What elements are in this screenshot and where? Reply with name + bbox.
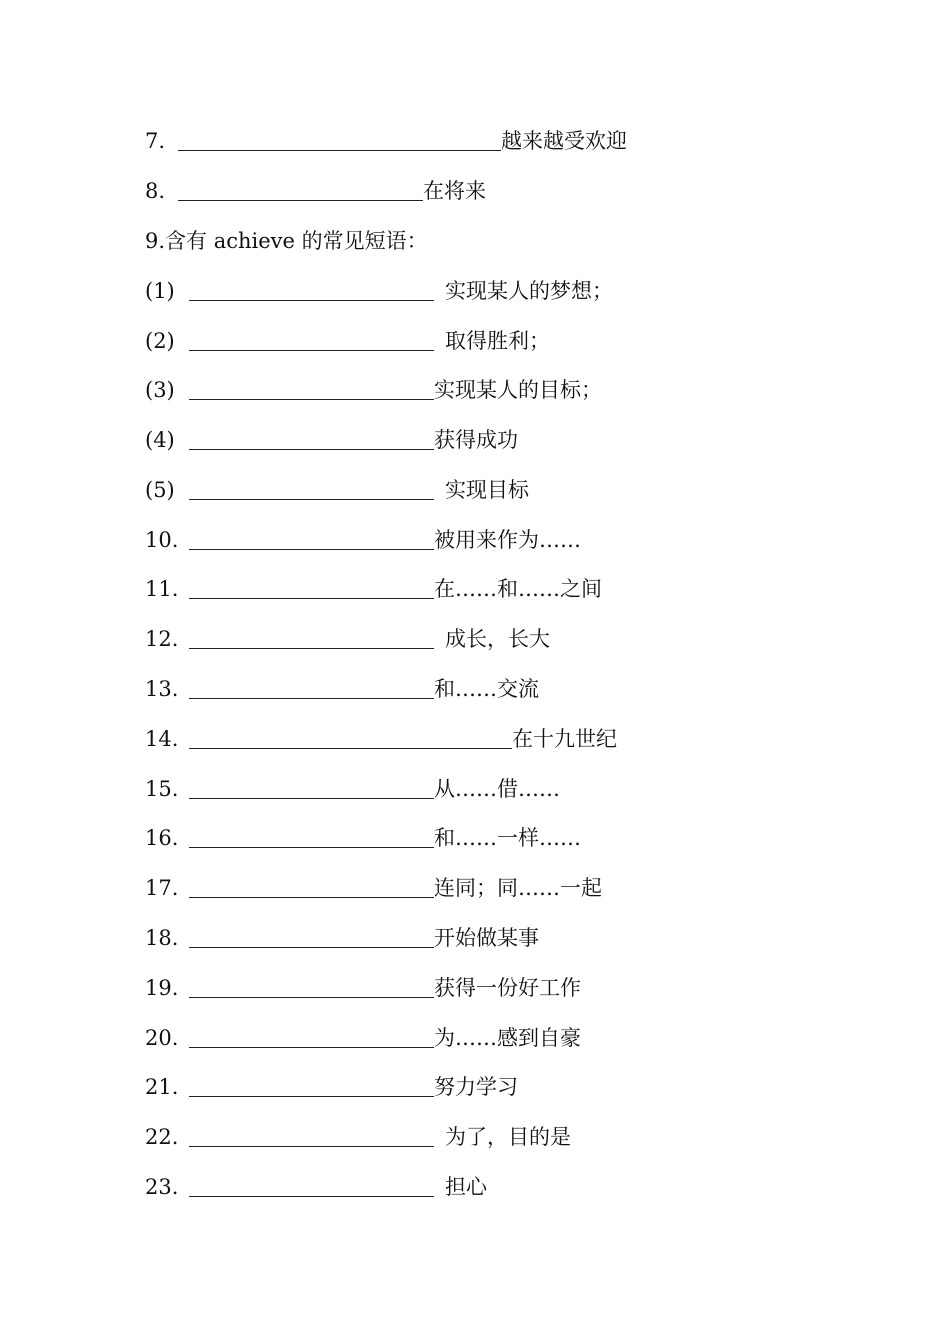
answer-blank[interactable] <box>189 678 434 699</box>
list-item <box>145 176 486 206</box>
section-heading <box>145 226 428 256</box>
item-number: (3) <box>145 378 175 402</box>
item-number: 11. <box>145 577 179 601</box>
item-meaning: 获得一份好工作 <box>434 976 581 1000</box>
list-item <box>145 973 581 1003</box>
list-item <box>145 326 550 356</box>
item-meaning: 实现目标 <box>445 478 529 502</box>
item-number: 12. <box>145 627 179 651</box>
answer-blank[interactable] <box>189 927 434 948</box>
item-meaning: 在……和……之间 <box>434 577 602 601</box>
item-meaning: 取得胜利； <box>445 329 550 353</box>
item-meaning: 从……借…… <box>434 777 560 801</box>
list-item <box>145 1072 518 1102</box>
item-number: 7. <box>145 129 166 153</box>
item-meaning: 担心 <box>445 1175 487 1199</box>
answer-blank[interactable] <box>178 180 423 201</box>
list-item <box>145 1172 487 1202</box>
item-meaning: 努力学习 <box>434 1075 518 1099</box>
item-meaning: 越来越受欢迎 <box>501 129 627 153</box>
item-meaning: 获得成功 <box>434 428 518 452</box>
item-meaning: 连同；同……一起 <box>434 876 602 900</box>
item-number: 23. <box>145 1175 179 1199</box>
item-number: (5) <box>145 478 175 502</box>
list-item <box>145 624 550 654</box>
answer-blank[interactable] <box>189 1176 434 1197</box>
item-meaning: 实现某人的梦想； <box>445 279 613 303</box>
item-meaning: 实现某人的目标； <box>434 378 602 402</box>
answer-blank[interactable] <box>189 628 434 649</box>
heading-text: 9.含有 achieve 的常见短语： <box>145 229 428 253</box>
answer-blank[interactable] <box>189 877 434 898</box>
list-item <box>145 674 539 704</box>
list-item <box>145 276 613 306</box>
item-number: 16. <box>145 826 179 850</box>
item-number: (2) <box>145 329 175 353</box>
list-item <box>145 873 602 903</box>
item-number: 18. <box>145 926 179 950</box>
answer-blank[interactable] <box>189 778 434 799</box>
answer-blank[interactable] <box>189 479 434 500</box>
item-meaning: 和……交流 <box>434 677 539 701</box>
answer-blank[interactable] <box>189 529 434 550</box>
answer-blank[interactable] <box>189 1126 434 1147</box>
list-item <box>145 475 529 505</box>
answer-blank[interactable] <box>189 1076 434 1097</box>
answer-blank[interactable] <box>189 578 434 599</box>
item-meaning: 开始做某事 <box>434 926 539 950</box>
item-number: 8. <box>145 179 166 203</box>
item-meaning: 成长，长大 <box>445 627 550 651</box>
item-meaning: 和……一样…… <box>434 826 581 850</box>
item-meaning: 为……感到自豪 <box>434 1026 581 1050</box>
item-meaning: 被用来作为…… <box>434 528 581 552</box>
answer-blank[interactable] <box>189 330 434 351</box>
item-meaning: 在十九世纪 <box>512 727 617 751</box>
answer-blank[interactable] <box>189 977 434 998</box>
answer-blank[interactable] <box>189 728 512 749</box>
item-meaning: 在将来 <box>423 179 486 203</box>
answer-blank[interactable] <box>189 379 434 400</box>
list-item <box>145 923 539 953</box>
item-number: 19. <box>145 976 179 1000</box>
item-number: 21. <box>145 1075 179 1099</box>
item-number: 22. <box>145 1125 179 1149</box>
item-number: 10. <box>145 528 179 552</box>
list-item <box>145 425 518 455</box>
list-item <box>145 823 581 853</box>
item-number: 13. <box>145 677 179 701</box>
answer-blank[interactable] <box>189 827 434 848</box>
list-item <box>145 774 560 804</box>
answer-blank[interactable] <box>189 280 434 301</box>
answer-blank[interactable] <box>189 429 434 450</box>
answer-blank[interactable] <box>189 1027 434 1048</box>
list-item <box>145 375 602 405</box>
item-number: 20. <box>145 1026 179 1050</box>
item-number: 15. <box>145 777 179 801</box>
list-item <box>145 574 602 604</box>
item-number: 14. <box>145 727 179 751</box>
list-item <box>145 525 581 555</box>
answer-blank[interactable] <box>178 130 501 151</box>
item-number: (4) <box>145 428 175 452</box>
item-meaning: 为了，目的是 <box>445 1125 571 1149</box>
list-item <box>145 1122 571 1152</box>
list-item <box>145 1023 581 1053</box>
list-item <box>145 724 617 754</box>
item-number: (1) <box>145 279 175 303</box>
item-number: 17. <box>145 876 179 900</box>
list-item <box>145 126 627 156</box>
